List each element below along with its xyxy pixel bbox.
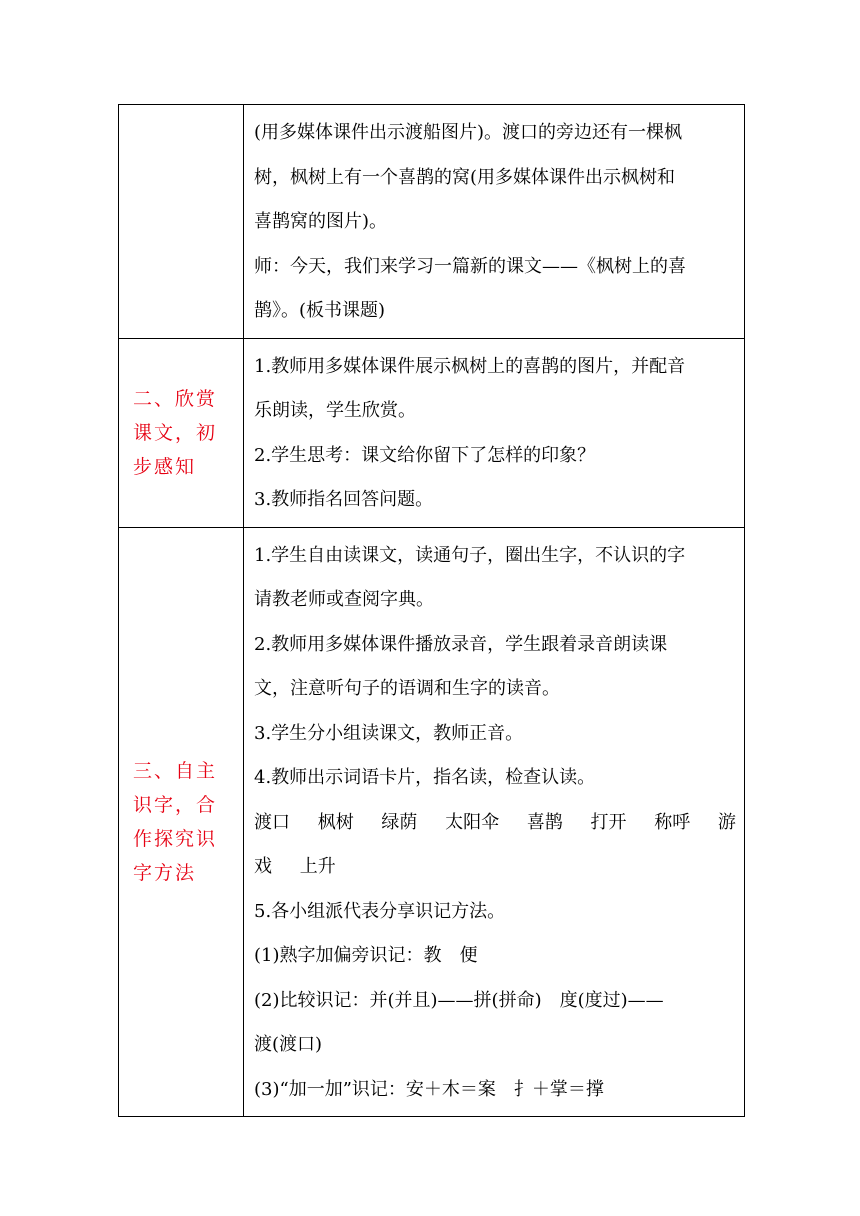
content-line: (3)“加一加”识记：安＋木＝案 扌＋掌＝撑 — [254, 1078, 604, 1100]
stage-cell — [119, 105, 244, 339]
content-line: 4.教师出示词语卡片，指名读，检查认读。 — [254, 767, 596, 788]
content-line: 树，枫树上有一个喜鹊的窝(用多媒体课件出示枫树和 — [254, 166, 676, 188]
content-line: 师：今天，我们来学习一篇新的课文——《枫树上的喜 — [254, 255, 686, 277]
content-line: 3.学生分小组读课文，教师正音。 — [254, 722, 524, 744]
word-card: 游 — [717, 811, 736, 833]
word-card: 喜鹊 — [526, 811, 563, 833]
content-line: 鹊》。(板书课题) — [254, 300, 386, 321]
word-card: 称呼 — [654, 811, 691, 833]
content-cell — [244, 338, 745, 527]
content-line: 1.学生自由读课文，读通句子，圈出生字，不认识的字 — [254, 544, 686, 566]
content-line: 喜鹊窝的图片)。 — [254, 211, 388, 232]
content-line: 文，注意听句子的语调和生字的读音。 — [254, 678, 560, 699]
word-card-line — [254, 845, 736, 890]
content-line: (1)熟字加偏旁识记：教 便 — [254, 945, 478, 966]
stage-cell — [119, 338, 244, 527]
word-card-line — [254, 801, 736, 846]
stage-title: 三、自主识字，合作探究识字方法 — [133, 759, 218, 884]
word-card: 戏 — [254, 856, 272, 877]
content-line: 2.教师用多媒体课件播放录音，学生跟着录音朗读课 — [254, 633, 668, 655]
table-row — [119, 527, 745, 1117]
table-row — [119, 105, 745, 339]
content-line: 请教老师或查阅字典。 — [254, 589, 434, 610]
stage-cell — [119, 527, 244, 1117]
content-line: 3.教师指名回答问题。 — [254, 489, 434, 510]
content-line: 渡(渡口) — [254, 1034, 323, 1055]
word-card: 上升 — [299, 856, 336, 877]
content-line: 5.各小组派代表分享识记方法。 — [254, 900, 506, 922]
content-line: 乐朗读，学生欣赏。 — [254, 400, 416, 421]
word-card: 绿荫 — [381, 811, 418, 833]
lesson-plan-table — [118, 104, 745, 1117]
content-cell — [244, 527, 745, 1117]
content-line: 2.学生思考：课文给你留下了怎样的印象？ — [254, 444, 596, 466]
word-card: 枫树 — [317, 811, 354, 833]
content-line: (2)比较识记：并(并且)——拼(拼命) 度(度过)—— — [254, 989, 664, 1011]
stage-title: 二、欣赏课文，初步感知 — [133, 387, 218, 478]
content-line: (用多媒体课件出示渡船图片)。渡口的旁边还有一棵枫 — [254, 122, 683, 143]
content-line: 1.教师用多媒体课件展示枫树上的喜鹊的图片，并配音 — [254, 355, 686, 377]
word-card: 渡口 — [254, 811, 290, 833]
table-row — [119, 338, 745, 527]
word-card: 太阳伞 — [445, 811, 500, 833]
content-cell — [244, 105, 745, 339]
word-card: 打开 — [590, 811, 627, 833]
